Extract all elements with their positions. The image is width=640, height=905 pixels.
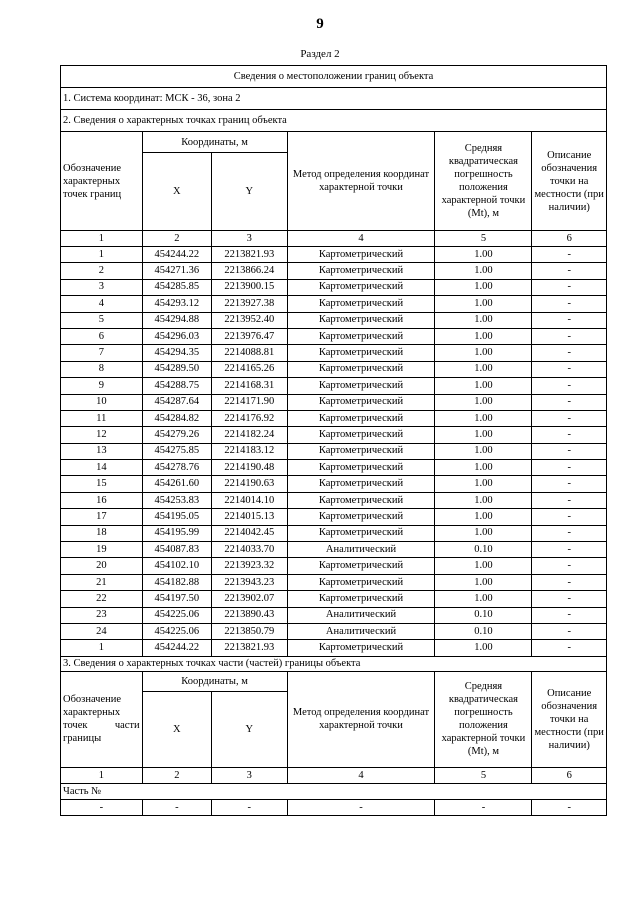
error-mt: 1.00 (435, 345, 532, 361)
coord-x: 454182.88 (142, 574, 211, 590)
coord-x: 454289.50 (142, 361, 211, 377)
description: - (532, 410, 607, 426)
col-number: 6 (532, 231, 607, 247)
description: - (532, 476, 607, 492)
col-number: 5 (435, 767, 532, 783)
error-mt: 1.00 (435, 410, 532, 426)
table-row (61, 607, 607, 623)
method: Аналитический (287, 623, 435, 639)
description: - (532, 296, 607, 312)
coord-x: 454195.99 (142, 525, 211, 541)
description: - (532, 263, 607, 279)
coord-x: 454287.64 (142, 394, 211, 410)
coord-y: 2213850.79 (212, 623, 288, 639)
table-row (61, 623, 607, 639)
coord-x: 454244.22 (142, 247, 211, 263)
col-number: 4 (287, 767, 435, 783)
error-mt: 1.00 (435, 296, 532, 312)
empty-cell: - (435, 799, 532, 815)
coord-y: 2214190.48 (212, 460, 288, 476)
column-numbers-row-part (61, 767, 607, 783)
table-row (61, 558, 607, 574)
coord-x: 454279.26 (142, 427, 211, 443)
coord-x: 454225.06 (142, 623, 211, 639)
table-row (61, 296, 607, 312)
method: Картометрический (287, 312, 435, 328)
method: Картометрический (287, 509, 435, 525)
coord-y: 2213923.32 (212, 558, 288, 574)
error-mt: 1.00 (435, 328, 532, 344)
coord-x: 454293.12 (142, 296, 211, 312)
point-number: 6 (61, 328, 143, 344)
table-row (61, 492, 607, 508)
col-number: 2 (142, 767, 211, 783)
point-number: 18 (61, 525, 143, 541)
coord-x: 454197.50 (142, 591, 211, 607)
table-row (61, 328, 607, 344)
point-number: 4 (61, 296, 143, 312)
method: Картометрический (287, 394, 435, 410)
description: - (532, 525, 607, 541)
coord-x: 454261.60 (142, 476, 211, 492)
coord-y: 2213890.43 (212, 607, 288, 623)
method: Картометрический (287, 378, 435, 394)
error-mt: 1.00 (435, 394, 532, 410)
coord-y: 2214183.12 (212, 443, 288, 459)
coord-y: 2214165.26 (212, 361, 288, 377)
point-number: 11 (61, 410, 143, 426)
coord-x: 454294.88 (142, 312, 211, 328)
section2-title: 2. Сведения о характерных точках границ объекта (61, 110, 607, 132)
description: - (532, 279, 607, 295)
point-number: 5 (61, 312, 143, 328)
header-designation: Обозначение характерных точек границ (61, 132, 143, 231)
header-method: Метод определения координат характерной точки (287, 132, 435, 231)
method: Картометрический (287, 460, 435, 476)
empty-cell: - (142, 799, 211, 815)
point-number: 13 (61, 443, 143, 459)
table-row (61, 591, 607, 607)
coord-x: 454087.83 (142, 542, 211, 558)
method: Картометрический (287, 476, 435, 492)
point-number: 17 (61, 509, 143, 525)
header-error-part: Средняя квадратическая погрешность положения характерной точки (Mt), м (435, 671, 532, 767)
header-coords-part: Координаты, м (142, 671, 287, 691)
coord-y: 2214042.45 (212, 525, 288, 541)
description: - (532, 394, 607, 410)
point-number: 9 (61, 378, 143, 394)
error-mt: 1.00 (435, 247, 532, 263)
method: Картометрический (287, 361, 435, 377)
point-number: 1 (61, 247, 143, 263)
description: - (532, 378, 607, 394)
coord-y: 2213821.93 (212, 640, 288, 656)
col-number: 1 (61, 231, 143, 247)
error-mt: 1.00 (435, 492, 532, 508)
coord-y: 2213900.15 (212, 279, 288, 295)
error-mt: 1.00 (435, 558, 532, 574)
table-title: Сведения о местоположении границ объекта (61, 66, 607, 88)
boundary-table (60, 65, 607, 816)
col-number: 5 (435, 231, 532, 247)
coord-x: 454278.76 (142, 460, 211, 476)
point-number: 24 (61, 623, 143, 639)
part-label: Часть № (61, 783, 607, 799)
error-mt: 1.00 (435, 279, 532, 295)
empty-cell: - (212, 799, 288, 815)
section3-title: 3. Сведения о характерных точках части (частей) границы объекта (61, 656, 607, 671)
coord-y: 2214015.13 (212, 509, 288, 525)
col-number: 4 (287, 231, 435, 247)
table-row (61, 263, 607, 279)
table-row (61, 525, 607, 541)
point-number: 2 (61, 263, 143, 279)
point-number: 12 (61, 427, 143, 443)
method: Аналитический (287, 607, 435, 623)
description: - (532, 247, 607, 263)
coord-x: 454284.82 (142, 410, 211, 426)
header-designation-part: Обозначение характерных точек части границы (61, 671, 143, 767)
description: - (532, 623, 607, 639)
method: Картометрический (287, 247, 435, 263)
coord-x: 454102.10 (142, 558, 211, 574)
method: Картометрический (287, 345, 435, 361)
coord-x: 454271.36 (142, 263, 211, 279)
error-mt: 1.00 (435, 525, 532, 541)
table-row (61, 394, 607, 410)
description: - (532, 574, 607, 590)
header-description-part: Описание обозначения точки на местности (при наличии) (532, 671, 607, 767)
point-number: 14 (61, 460, 143, 476)
coord-y: 2213943.23 (212, 574, 288, 590)
point-number: 1 (61, 640, 143, 656)
method: Картометрический (287, 525, 435, 541)
error-mt: 1.00 (435, 574, 532, 590)
coord-x: 454296.03 (142, 328, 211, 344)
header-description: Описание обозначения точки на местности (при наличии) (532, 132, 607, 231)
header-y-part: Y (212, 691, 288, 767)
error-mt: 1.00 (435, 443, 532, 459)
description: - (532, 640, 607, 656)
table-row (61, 509, 607, 525)
method: Картометрический (287, 443, 435, 459)
method: Картометрический (287, 328, 435, 344)
description: - (532, 509, 607, 525)
error-mt: 1.00 (435, 460, 532, 476)
coord-x: 454285.85 (142, 279, 211, 295)
coord-y: 2214033.70 (212, 542, 288, 558)
error-mt: 1.00 (435, 509, 532, 525)
coord-system: 1. Система координат: МСК - 36, зона 2 (61, 88, 607, 110)
table-row (61, 443, 607, 459)
coord-x: 454195.05 (142, 509, 211, 525)
method: Картометрический (287, 279, 435, 295)
col-number: 6 (532, 767, 607, 783)
method: Картометрический (287, 558, 435, 574)
point-number: 10 (61, 394, 143, 410)
error-mt: 1.00 (435, 378, 532, 394)
coord-y: 2213821.93 (212, 247, 288, 263)
error-mt: 1.00 (435, 312, 532, 328)
coord-y: 2214176.92 (212, 410, 288, 426)
col-number: 2 (142, 231, 211, 247)
description: - (532, 443, 607, 459)
table-row (61, 361, 607, 377)
table-row (61, 427, 607, 443)
coord-x: 454288.75 (142, 378, 211, 394)
section-label: Раздел 2 (300, 48, 340, 60)
point-number: 21 (61, 574, 143, 590)
header-y: Y (212, 153, 288, 231)
error-mt: 0.10 (435, 542, 532, 558)
point-number: 23 (61, 607, 143, 623)
point-number: 22 (61, 591, 143, 607)
error-mt: 1.00 (435, 640, 532, 656)
coord-y: 2213902.07 (212, 591, 288, 607)
table-row (61, 312, 607, 328)
table-row (61, 378, 607, 394)
empty-cell: - (532, 799, 607, 815)
description: - (532, 312, 607, 328)
table-row (61, 640, 607, 656)
point-number: 15 (61, 476, 143, 492)
error-mt: 1.00 (435, 476, 532, 492)
coord-x: 454244.22 (142, 640, 211, 656)
empty-cell: - (287, 799, 435, 815)
method: Картометрический (287, 263, 435, 279)
point-number: 3 (61, 279, 143, 295)
method: Картометрический (287, 410, 435, 426)
empty-row (61, 799, 607, 815)
coord-x: 454294.35 (142, 345, 211, 361)
empty-cell: - (61, 799, 143, 815)
error-mt: 1.00 (435, 427, 532, 443)
error-mt: 1.00 (435, 263, 532, 279)
column-numbers-row (61, 231, 607, 247)
coord-y: 2214190.63 (212, 476, 288, 492)
table-row (61, 410, 607, 426)
table-row (61, 460, 607, 476)
error-mt: 0.10 (435, 607, 532, 623)
description: - (532, 460, 607, 476)
table-row (61, 476, 607, 492)
description: - (532, 361, 607, 377)
table-row (61, 542, 607, 558)
header-coords: Координаты, м (142, 132, 287, 153)
description: - (532, 558, 607, 574)
coord-y: 2214014.10 (212, 492, 288, 508)
col-number: 1 (61, 767, 143, 783)
col-number: 3 (212, 767, 288, 783)
method: Картометрический (287, 296, 435, 312)
table-row (61, 247, 607, 263)
error-mt: 1.00 (435, 361, 532, 377)
method: Аналитический (287, 542, 435, 558)
coord-x: 454225.06 (142, 607, 211, 623)
description: - (532, 591, 607, 607)
table-row (61, 574, 607, 590)
description: - (532, 328, 607, 344)
coord-y: 2214088.81 (212, 345, 288, 361)
header-error: Средняя квадратическая погрешность положения характерной точки (Mt), м (435, 132, 532, 231)
method: Картометрический (287, 574, 435, 590)
method: Картометрический (287, 591, 435, 607)
header-method-part: Метод определения координат характерной точки (287, 671, 435, 767)
coord-y: 2213927.38 (212, 296, 288, 312)
coord-x: 454275.85 (142, 443, 211, 459)
description: - (532, 607, 607, 623)
header-x-part: X (142, 691, 211, 767)
description: - (532, 427, 607, 443)
method: Картометрический (287, 640, 435, 656)
coord-y: 2214168.31 (212, 378, 288, 394)
description: - (532, 345, 607, 361)
coord-y: 2214171.90 (212, 394, 288, 410)
point-number: 19 (61, 542, 143, 558)
coord-x: 454253.83 (142, 492, 211, 508)
coord-y: 2213866.24 (212, 263, 288, 279)
point-number: 20 (61, 558, 143, 574)
error-mt: 1.00 (435, 591, 532, 607)
point-number: 8 (61, 361, 143, 377)
coord-y: 2214182.24 (212, 427, 288, 443)
error-mt: 0.10 (435, 623, 532, 639)
method: Картометрический (287, 492, 435, 508)
coord-y: 2213976.47 (212, 328, 288, 344)
table-row (61, 279, 607, 295)
point-number: 16 (61, 492, 143, 508)
description: - (532, 492, 607, 508)
table-row (61, 345, 607, 361)
point-number: 7 (61, 345, 143, 361)
coord-y: 2213952.40 (212, 312, 288, 328)
col-number: 3 (212, 231, 288, 247)
method: Картометрический (287, 427, 435, 443)
page-number: 9 (316, 16, 324, 32)
header-x: X (142, 153, 211, 231)
description: - (532, 542, 607, 558)
